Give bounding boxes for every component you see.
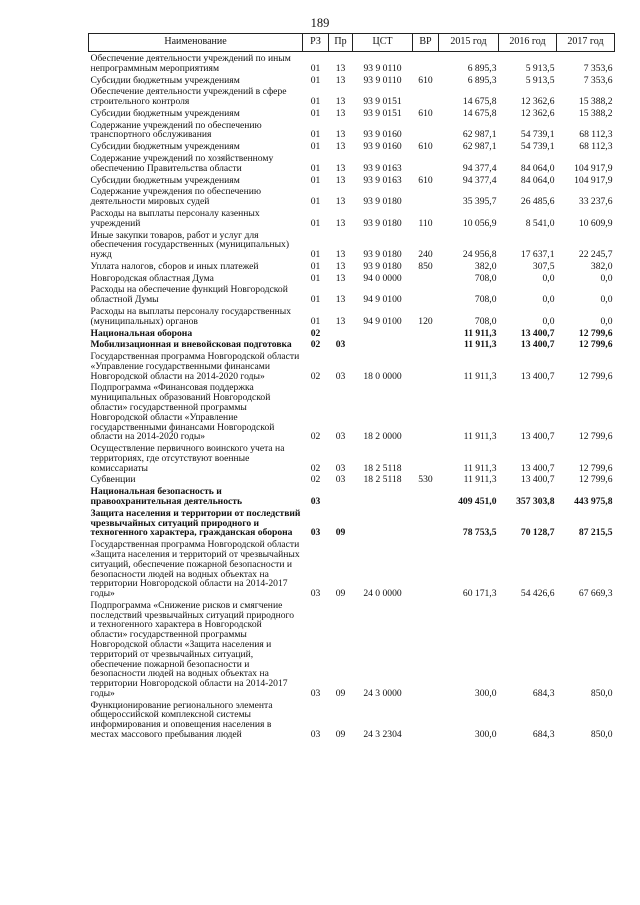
row-vr xyxy=(413,599,439,699)
row-rz: 01 xyxy=(310,162,321,174)
row-2016: 17 637,1 xyxy=(520,249,555,261)
row-name: Субсидии бюджетным учреждениям xyxy=(90,174,240,186)
row-2016: 13 400,7 xyxy=(520,327,555,339)
row-2015: 382,0 xyxy=(474,260,497,272)
row-rz: 01 xyxy=(310,315,321,327)
table-body xyxy=(89,52,615,740)
table-row xyxy=(89,107,615,119)
row-name: Защита населения и территории от последствий чрезвычайных ситуаций природного и техногенного характера, гражданская оборона xyxy=(90,507,301,539)
row-name: Содержание учреждений по обеспечению транспортного обслуживания xyxy=(90,119,262,141)
row-name: Функционирование регионального элемента общероссийской комплексной системы информирования и оповещения населения в местах массового пребывания людей xyxy=(90,699,273,740)
row-2015: 11 911,3 xyxy=(463,431,497,443)
row-rz: 01 xyxy=(310,217,321,229)
row-pr: 13 xyxy=(335,260,346,272)
row-2017: 443 975,8 xyxy=(574,496,613,508)
row-rz: 02 xyxy=(310,327,321,339)
row-cst: 18 2 5118 xyxy=(363,462,402,474)
row-vr: 610 xyxy=(418,74,433,86)
row-cst xyxy=(353,338,413,350)
row-cst: 93 9 0110 xyxy=(363,62,402,74)
row-name: Расходы на обеспечение функций Новгородской областной Думы xyxy=(90,284,288,306)
row-2016: 12 362,6 xyxy=(520,107,555,119)
row-pr: 09 xyxy=(335,687,346,699)
row-cst: 93 9 0180 xyxy=(363,196,402,208)
row-2017: 12 799,6 xyxy=(578,462,613,474)
row-2016: 13 400,7 xyxy=(520,474,555,486)
row-cst: 24 0 0000 xyxy=(363,588,402,600)
row-vr: 610 xyxy=(418,107,433,119)
table-row xyxy=(89,174,615,186)
row-rz: 01 xyxy=(310,74,321,86)
row-2017: 15 388,2 xyxy=(578,96,613,108)
header-name: Наименование xyxy=(89,34,303,52)
row-2016: 84 064,0 xyxy=(520,162,555,174)
row-name: Подпрограмма «Финансовая поддержка муниципальных образований Новгородской области» государственной программы Новгородской области «Управление государственными финансами Новгородской области на 2014-2020 годы» xyxy=(90,382,275,443)
row-2015: 11 911,3 xyxy=(463,327,497,339)
row-2015: 11 911,3 xyxy=(463,462,497,474)
row-pr: 13 xyxy=(335,249,346,261)
row-cst xyxy=(353,507,413,538)
row-2015: 14 675,8 xyxy=(462,96,497,108)
row-2016: 0,0 xyxy=(542,272,555,284)
table-row xyxy=(89,185,615,207)
table-row xyxy=(89,152,615,174)
row-2015: 6 895,3 xyxy=(467,62,497,74)
row-pr: 13 xyxy=(335,315,346,327)
row-pr: 03 xyxy=(335,474,346,486)
row-cst xyxy=(353,327,413,339)
row-2015: 78 753,5 xyxy=(462,527,497,539)
row-rz: 03 xyxy=(310,527,321,539)
row-2017: 12 799,6 xyxy=(578,431,613,443)
row-cst: 93 9 0160 xyxy=(363,141,402,153)
page-number: 189 xyxy=(310,16,330,30)
row-2015: 409 451,0 xyxy=(458,496,497,508)
row-cst: 93 9 0151 xyxy=(363,96,402,108)
row-cst: 93 9 0151 xyxy=(363,107,402,119)
row-2016: 357 303,8 xyxy=(516,496,555,508)
row-rz: 03 xyxy=(310,496,321,508)
row-rz: 01 xyxy=(310,272,321,284)
header-vr: ВР xyxy=(413,34,439,52)
row-pr: 03 xyxy=(335,370,346,382)
table-row xyxy=(89,74,615,86)
row-2016: 84 064,0 xyxy=(520,174,555,186)
row-pr: 13 xyxy=(335,96,346,108)
row-cst: 18 0 0000 xyxy=(363,370,402,382)
row-name: Субсидии бюджетным учреждениям xyxy=(90,107,240,119)
row-2015: 10 056,9 xyxy=(462,217,497,229)
row-rz: 02 xyxy=(310,462,321,474)
row-cst: 93 9 0163 xyxy=(363,174,402,186)
row-2017: 850,0 xyxy=(590,729,613,740)
row-2017: 7 353,6 xyxy=(583,62,613,74)
row-2015: 14 675,8 xyxy=(462,107,497,119)
row-vr xyxy=(413,442,439,473)
row-2017: 104 917,9 xyxy=(574,174,613,186)
row-name: Национальная оборона xyxy=(90,327,193,339)
table-row xyxy=(89,207,615,229)
row-pr: 03 xyxy=(335,431,346,443)
row-2017: 15 388,2 xyxy=(578,107,613,119)
row-rz: 03 xyxy=(310,687,321,699)
row-rz: 01 xyxy=(310,294,321,306)
row-name: Субсидии бюджетным учреждениям xyxy=(90,74,240,86)
budget-table xyxy=(88,33,615,740)
row-2016: 13 400,7 xyxy=(520,339,555,351)
row-name: Мобилизационная и вневойсковая подготовка xyxy=(90,339,292,351)
row-rz: 02 xyxy=(310,431,321,443)
row-2017: 12 799,6 xyxy=(578,339,613,351)
row-name: Новгородская областная Дума xyxy=(90,272,214,284)
table-row xyxy=(89,229,615,260)
table-row xyxy=(89,85,615,107)
table-row xyxy=(89,381,615,442)
row-cst: 24 3 0000 xyxy=(363,687,402,699)
row-rz: 02 xyxy=(310,370,321,382)
row-2017: 7 353,6 xyxy=(583,74,613,86)
row-rz: 01 xyxy=(310,174,321,186)
row-2015: 94 377,4 xyxy=(462,174,497,186)
row-name: Расходы на выплаты персоналу государственных (муниципальных) органов xyxy=(90,305,292,327)
row-2017: 104 917,9 xyxy=(574,162,613,174)
row-2016: 5 913,5 xyxy=(525,74,555,86)
row-2015: 24 956,8 xyxy=(462,249,497,261)
row-rz: 03 xyxy=(310,729,321,740)
row-vr xyxy=(413,283,439,305)
table-row xyxy=(89,538,615,599)
table-row xyxy=(89,507,615,538)
row-pr: 13 xyxy=(335,129,346,141)
row-pr: 13 xyxy=(335,141,346,153)
row-pr: 13 xyxy=(335,174,346,186)
row-name: Обеспечение деятельности учреждений по иным непрограммным мероприятиям xyxy=(90,53,291,74)
row-name: Расходы на выплаты персоналу казенных учреждений xyxy=(90,207,260,229)
row-2016: 684,3 xyxy=(532,687,555,699)
row-name: Содержание учреждения по обеспечению деятельности мировых судей xyxy=(90,186,261,208)
row-pr: 09 xyxy=(335,527,346,539)
table-row xyxy=(89,260,615,272)
row-rz: 01 xyxy=(310,141,321,153)
table-row xyxy=(89,485,615,507)
row-2017: 12 799,6 xyxy=(578,370,613,382)
row-2015: 708,0 xyxy=(474,315,497,327)
row-pr: 13 xyxy=(335,272,346,284)
row-2016: 70 128,7 xyxy=(520,527,555,539)
row-2016: 54 739,1 xyxy=(520,129,555,141)
row-2015: 62 987,1 xyxy=(462,141,497,153)
row-rz: 03 xyxy=(310,588,321,600)
row-pr: 09 xyxy=(335,729,346,740)
row-name: Субсидии бюджетным учреждениям xyxy=(90,141,240,153)
row-2017: 10 609,9 xyxy=(578,217,613,229)
row-vr: 850 xyxy=(418,260,433,272)
row-2016: 0,0 xyxy=(542,294,555,306)
row-cst: 18 2 0000 xyxy=(363,431,402,443)
row-2017: 22 245,7 xyxy=(578,249,613,261)
row-vr: 110 xyxy=(418,217,433,229)
row-2017: 850,0 xyxy=(590,687,613,699)
row-pr: 03 xyxy=(335,339,346,351)
header-cst: ЦСТ xyxy=(353,34,413,52)
row-2017: 382,0 xyxy=(590,260,613,272)
row-name: Субвенции xyxy=(90,474,136,486)
row-name: Обеспечение деятельности учреждений в сфере строительного контроля xyxy=(90,86,287,108)
row-vr xyxy=(413,699,439,740)
row-name: Государственная программа Новгородской области «Защита населения и территорий от чрезвычайных ситуаций, обеспечение пожарной безопасности и безопасности людей на водных объектах на территории Новгородской области на 2014-2017 годы» xyxy=(90,539,300,600)
row-cst: 93 9 0110 xyxy=(363,74,402,86)
row-2016: 54 739,1 xyxy=(520,141,555,153)
row-cst: 93 9 0180 xyxy=(363,249,402,261)
row-2017: 0,0 xyxy=(600,315,613,327)
row-vr xyxy=(413,152,439,174)
header-rz: РЗ xyxy=(303,34,329,52)
row-2015: 11 911,3 xyxy=(463,339,497,351)
table-row xyxy=(89,119,615,141)
row-2015: 62 987,1 xyxy=(462,129,497,141)
row-vr: 610 xyxy=(418,174,433,186)
table-row xyxy=(89,473,615,485)
table-row xyxy=(89,283,615,305)
row-name: Государственная программа Новгородской области «Управление государственными финансами Новгородской области на 2014-2020 годы» xyxy=(90,351,300,382)
row-cst: 93 9 0180 xyxy=(363,217,402,229)
row-2016: 26 485,6 xyxy=(520,196,555,208)
row-2017: 33 237,6 xyxy=(578,196,613,208)
row-cst: 18 2 5118 xyxy=(363,474,402,486)
row-vr xyxy=(413,52,439,74)
row-pr: 13 xyxy=(335,62,346,74)
row-2016: 5 913,5 xyxy=(525,62,555,74)
row-2016: 307,5 xyxy=(532,260,555,272)
row-pr: 13 xyxy=(335,74,346,86)
row-rz: 02 xyxy=(310,339,321,351)
header-2016: 2016 год xyxy=(499,34,557,52)
row-2017: 12 799,6 xyxy=(578,474,613,486)
row-pr xyxy=(329,327,353,339)
row-2015: 708,0 xyxy=(474,272,497,284)
row-2015: 300,0 xyxy=(474,687,497,699)
table-row xyxy=(89,272,615,284)
row-2015: 94 377,4 xyxy=(462,162,497,174)
row-pr xyxy=(329,485,353,507)
row-rz: 01 xyxy=(310,107,321,119)
row-cst: 24 3 2304 xyxy=(363,729,402,740)
row-vr xyxy=(413,85,439,107)
row-name: Содержание учреждений по хозяйственному обеспечению Правительства области xyxy=(90,153,274,174)
row-vr: 240 xyxy=(418,249,433,261)
row-2016: 13 400,7 xyxy=(520,462,555,474)
row-rz: 01 xyxy=(310,62,321,74)
header-2017: 2017 год xyxy=(557,34,615,52)
row-2015: 708,0 xyxy=(474,294,497,306)
row-2017: 67 669,3 xyxy=(578,588,613,600)
row-pr: 13 xyxy=(335,162,346,174)
row-cst xyxy=(353,485,413,507)
row-name: Осуществление первичного воинского учета на территориях, где отсутствуют военные комиссариаты xyxy=(90,443,285,474)
row-vr xyxy=(413,338,439,350)
row-cst: 93 9 0160 xyxy=(363,129,402,141)
row-2017: 12 799,6 xyxy=(578,327,613,339)
row-rz: 01 xyxy=(310,129,321,141)
table-row xyxy=(89,442,615,473)
row-2017: 68 112,3 xyxy=(579,141,613,153)
row-2017: 0,0 xyxy=(600,294,613,306)
table-row xyxy=(89,699,615,740)
row-pr: 13 xyxy=(335,196,346,208)
row-vr xyxy=(413,381,439,442)
row-rz: 02 xyxy=(310,474,321,486)
row-pr: 13 xyxy=(335,107,346,119)
row-pr: 09 xyxy=(335,588,346,600)
row-2016: 54 426,6 xyxy=(520,588,555,600)
row-rz: 01 xyxy=(310,249,321,261)
row-name: Уплата налогов, сборов и иных платежей xyxy=(90,260,259,272)
row-2016: 13 400,7 xyxy=(520,431,555,443)
row-2016: 0,0 xyxy=(542,315,555,327)
row-pr: 03 xyxy=(335,462,346,474)
row-2015: 6 895,3 xyxy=(467,74,497,86)
table-row xyxy=(89,305,615,327)
row-pr: 13 xyxy=(335,294,346,306)
row-cst: 94 9 0100 xyxy=(363,294,402,306)
row-2017: 0,0 xyxy=(600,272,613,284)
row-rz: 01 xyxy=(310,260,321,272)
row-2016: 684,3 xyxy=(532,729,555,740)
row-vr xyxy=(413,327,439,339)
row-vr xyxy=(413,119,439,141)
row-2015: 35 395,7 xyxy=(462,196,497,208)
table-row xyxy=(89,338,615,350)
row-2016: 13 400,7 xyxy=(520,370,555,382)
header-2015: 2015 год xyxy=(439,34,499,52)
row-cst: 93 9 0163 xyxy=(363,162,402,174)
row-pr: 13 xyxy=(335,217,346,229)
table-row xyxy=(89,140,615,152)
row-vr: 610 xyxy=(418,141,433,153)
row-cst: 94 9 0100 xyxy=(363,315,402,327)
row-name: Подпрограмма «Снижение рисков и смягчение последствий чрезвычайных ситуаций природного и техногенного характера в Новгородской области» государственной программы Новгородской области «Защита населения и территорий от чрезвычайных ситуаций, обеспечение пожарной безопасности и безопасности людей на водных объектах на территории Новгородской области на 2014-2017 годы» xyxy=(90,599,295,699)
row-vr xyxy=(413,350,439,381)
row-vr xyxy=(413,485,439,507)
table-row xyxy=(89,599,615,699)
row-cst: 93 9 0180 xyxy=(363,260,402,272)
row-2016: 8 541,0 xyxy=(525,217,555,229)
row-2015: 11 911,3 xyxy=(463,474,497,486)
table-row xyxy=(89,350,615,381)
row-vr xyxy=(413,507,439,538)
row-vr: 530 xyxy=(418,474,433,486)
row-vr xyxy=(413,185,439,207)
table-row xyxy=(89,52,615,74)
row-vr xyxy=(413,272,439,284)
row-2015: 60 171,3 xyxy=(462,588,497,600)
row-2017: 68 112,3 xyxy=(579,129,613,141)
row-2015: 11 911,3 xyxy=(463,370,497,382)
row-name: Национальная безопасность и правоохранительная деятельность xyxy=(90,486,243,508)
row-rz: 01 xyxy=(310,96,321,108)
table-row xyxy=(89,327,615,339)
row-2015: 300,0 xyxy=(474,729,497,740)
row-2017: 87 215,5 xyxy=(578,527,613,539)
row-cst: 94 0 0000 xyxy=(363,272,402,284)
row-2016: 12 362,6 xyxy=(520,96,555,108)
row-name: Иные закупки товаров, работ и услуг для обеспечения государственных (муниципальных) нужд xyxy=(90,229,290,261)
header-pr: Пр xyxy=(329,34,353,52)
table-header-row xyxy=(89,34,615,52)
row-vr xyxy=(413,538,439,599)
row-vr: 120 xyxy=(418,315,433,327)
row-rz: 01 xyxy=(310,196,321,208)
